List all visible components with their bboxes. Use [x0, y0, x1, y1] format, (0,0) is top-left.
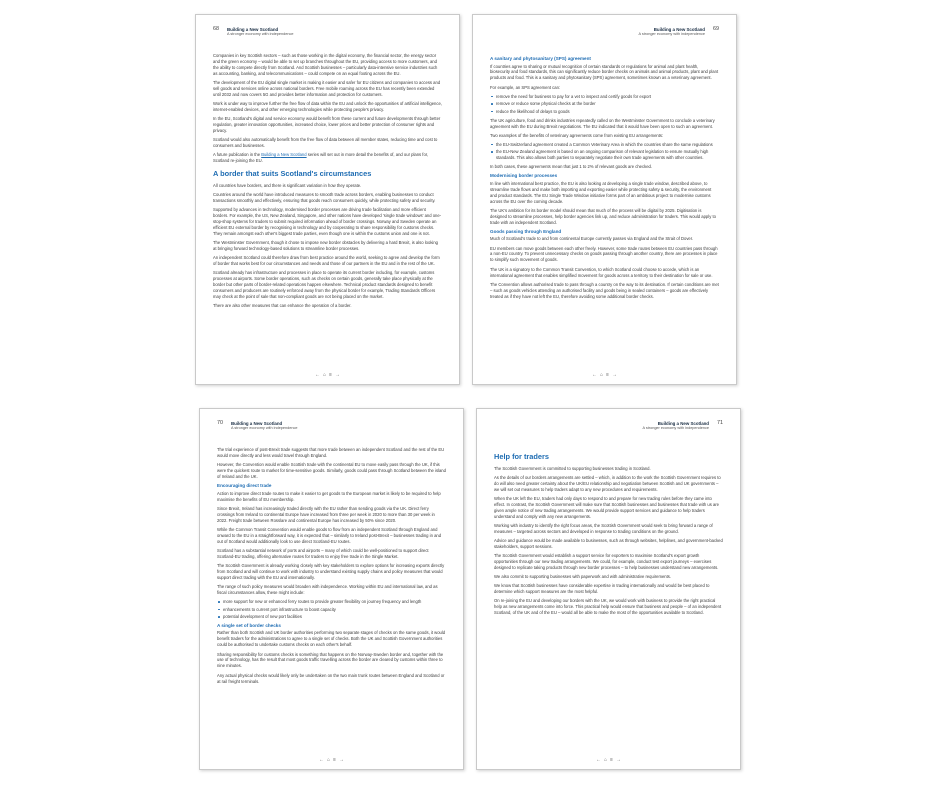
paragraph: We know that Scottish businesses have considerable expertise in trading internationally and would be best placed to determine which support measures are the most helpful. [494, 583, 710, 595]
paragraph: The Scottish Government would establish a support service for exporters to maximise Scotland's export growth opportunities through our new trading arrangements. We could, for example, conduct test export journeys – exercises designed to replicate taking products through new border processes – to help businesses understand new arrangements. [494, 552, 719, 570]
subheading: A single set of border checks [217, 622, 281, 628]
section-heading: A border that suits Scotland's circumstances [213, 169, 372, 179]
paragraph: If countries agree to sharing or mutual recognition of certain standards or regulations for animal and plant health, biosecurity and food standards, this can significantly reduce border checks on animals and animal products, plant and plant products and food. This is a sanitary and phytosanitary (SPS) agreement, sometimes known as a veterinary agreement. [490, 63, 719, 81]
paragraph: Since Brexit, Ireland has increasingly traded directly with the EU rather than sending goods via the UK. Direct ferry crossings from Ireland to continental Europe have increased from three per week in 2020 to more than 30 per week in 2022. Freight trade between Rosslare and continental Europe has increased by 50% since 2020. [217, 505, 435, 523]
page-nav [473, 373, 736, 378]
paragraph: The UK agriculture, food and drinks industries repeatedly called on the Westminster Government to conclude a veterinary agreement with the EU during Brexit negotiations. The EU indicated that it would have been open to such an agreement. [490, 117, 715, 129]
list-item: potential development of new port facilities [217, 614, 446, 620]
header-subtitle: A stronger economy with independence [642, 426, 709, 431]
paragraph: All countries have borders, and there is significant variation in how they operate. [213, 182, 362, 188]
list-item: remove or reduce some physical checks at the border [490, 101, 719, 107]
paragraph: An independent Scotland could therefore draw from best practice around the world, seeking to agree and develop the form of border that works best for our circumstances and needs and those of our partners in the EU and in the rest of the UK. [213, 254, 440, 266]
prev-page-icon[interactable]: ← [315, 372, 321, 378]
paragraph: As the details of our borders arrangements are settled – which, in addition to the work the Scottish Government requires to do will also need greater certainty about the UK/EU relationship and negotiation between Scottish and UK governments – we will set out measures to help traders adapt to any new procedures and requirements. [494, 474, 721, 492]
next-page-icon[interactable]: → [611, 372, 617, 378]
bullet-list [490, 94, 719, 115]
home-icon[interactable]: ⌂ [323, 372, 327, 378]
paragraph: The UK's ambition for its border model should mean that much of the process will be digital by 2025. Digitisation is designed to streamline processes, help border agencies link up, and reduce administration for traders. This would apply to trade with an independent Scotland. [490, 207, 716, 225]
page-nav [200, 758, 463, 763]
next-page-icon[interactable]: → [338, 757, 344, 763]
series-link[interactable]: Building a New Scotland [261, 152, 307, 158]
header-subtitle: A stronger economy with independence [231, 426, 298, 431]
paragraph: When the UK left the EU, traders had only days to respond to and prepare for new trading rules before they came into effect. In contrast, the Scottish Government will make sure that Scottish businesses and businesses that trade with us are given ample notice of new trading arrangements. We would provide support services and guidance to help traders understand and comply with any new arrangements. [494, 495, 719, 519]
page-nav [196, 373, 459, 378]
paragraph: While the Common Transit Convention would enable goods to flow from an independent Scotland through England and onward to the EU in a straightforward way, it is expected that – similarly to Ireland post-Brexit – businesses trading in and out of Scotland would additionally look to use direct Scotland-EU routes. [217, 526, 442, 544]
list-item: more support for new or enhanced ferry routes to provide greater flexibility on journey frequency and length [217, 599, 446, 605]
page-body [494, 452, 723, 616]
page-header [490, 27, 719, 53]
paragraph: There are also other measures that can enhance the operation of a border. [213, 303, 352, 309]
bottom-spread [0, 408, 940, 770]
top-spread [0, 14, 940, 385]
page-70 [199, 408, 464, 770]
menu-icon[interactable]: ≡ [606, 372, 609, 378]
home-icon[interactable]: ⌂ [327, 757, 331, 763]
paragraph: On re-joining the EU and developing our borders with the UK, we would work with business to provide the right practical help as new arrangements come into force. This practical help would ensure that business and people – of an independent Scotland, of the UK and of the EU – would all be able to make the most of the opportunities available to Scotland. [494, 598, 722, 616]
page-number: 68 [213, 26, 219, 32]
paragraph: EU members can move goods between each other freely. However, some trade routes between EU countries pass through a non-EU country. To prevent unnecessary checks on goods passing through another country, there are processes in place to simplify such movement of goods. [490, 245, 718, 263]
paragraph: Companies in key Scottish sectors – such as those working in the digital economy, the financial sector, the energy sector and the green economy – would be able to set up branches throughout the EU, providing access to more customers, and the ability to compete directly from Scotland. And Scottish businesses – particularly data-intensive service industries such as accounting, banking, and telecommunications – could compete on an equal footing across the EU. [213, 53, 438, 76]
paragraph: Much of Scotland's trade to and from continental Europe currently passes via England and the Strait of Dover. [490, 236, 694, 242]
paragraph: Any actual physical checks would likely only be undertaken on the two main trunk routes between England and Scotland or at rail freight terminals. [217, 672, 445, 684]
page-body [217, 447, 446, 684]
page-header [494, 421, 723, 447]
page-71 [476, 408, 741, 770]
paragraph: Action to improve direct trade routes to make it easier to get goods to the European market is likely to be required to help maximise the benefits of EU membership. [217, 490, 441, 502]
paragraph: In line with international best practice, the EU is also looking at developing a single trade window, described above, to streamline trade flows and make both importing and exporting easier while protecting safety & security, the environment and product standards. The EU Single Trade Window initiative forms part of an ambitious project to modernise customs across the EU over the coming decade. [490, 180, 712, 204]
paragraph: However, the Convention would enable Scottish trade with the continental EU to move easily pass through the UK, if this were the quickest route to market for time-sensitive goods. Similarly, goods could pass through Scotland between the island of Ireland and the UK. [217, 462, 446, 479]
home-icon[interactable]: ⌂ [604, 757, 608, 763]
paragraph: The Westminster Government, though it chose to impose new border obstacles by delivering a hard Brexit, is also looking at bringing forward technology-based solutions to streamline border processes. [213, 239, 438, 251]
paragraph: Sharing responsibility for customs checks is something that happens on the Norway-Sweden border and, together with the use of technology, has the result that most goods traffic travelling across the border are cleared by customs within three to nine minutes. [217, 651, 444, 669]
paragraph: The trial experience of post-Brexit trade suggests that more trade between an independent Scotland and the rest of the EU would move directly and less would travel through England. [217, 447, 445, 458]
paragraph: Scotland has a substantial network of ports and airports – many of which could be well-positioned to support direct Scotland-EU trading, offering alternative routes for traders to enjoy free trade in the Single Market. [217, 547, 429, 559]
section-heading: Help for traders [494, 452, 550, 461]
menu-icon[interactable]: ≡ [333, 757, 336, 763]
list-item: the EU-New Zealand agreement is based on an ongoing comparison of relevant legislation to ensure mutually high standards. This also allows both parties to separately negotiate their own trade agreements with other countries. [490, 149, 719, 161]
paragraph: For example, an SPS agreement can: [490, 84, 561, 90]
paragraph: The UK is a signatory to the Common Transit Convention, to which Scotland could choose to accede, which is an international agreement that enables simplified movement for goods across a territory to their destination for sale or use. [490, 266, 713, 278]
page-body [213, 53, 442, 309]
header-subtitle: A stronger economy with independence [638, 32, 705, 37]
page-header [213, 27, 442, 53]
header-title: Building a New Scotland [227, 27, 279, 32]
bullet-list [490, 142, 719, 161]
home-icon[interactable]: ⌂ [600, 372, 604, 378]
subheading: A sanitary and phytosanitary (SPS) agreement [490, 56, 591, 61]
prev-page-icon[interactable]: ← [319, 757, 325, 763]
paragraph: The Scottish Government is committed to supporting businesses trading in Scotland. [494, 465, 651, 471]
paragraph: We also commit to supporting businesses with paperwork and with administrative requirements. [494, 573, 672, 579]
paragraph: In both cases, these agreements mean that just 1 to 2% of relevant goods are checked. [490, 164, 653, 170]
header-title: Building a New Scotland [657, 421, 709, 426]
paragraph: Working with industry to identify the right focus areas, the Scottish Government would seek to bring forward a range of measures – targeted across sectors and developed in response to trading conditions on the ground. [494, 522, 713, 534]
paragraph: Advice and guidance would be made available to businesses, such as through websites, helplines, and government-backed stakeholders, support sessions. [494, 537, 723, 549]
next-page-icon[interactable]: → [615, 757, 621, 763]
paragraph: Scotland would also automatically benefit from the free flow of data between all member states, reducing time and cost to consumers and businesses. [213, 137, 438, 149]
paragraph: Two examples of the benefits of veterinary agreements come from existing EU arrangements: [490, 132, 664, 138]
page-nav [477, 758, 740, 763]
list-item: enhancements to current port infrastructure to boost capacity [217, 607, 446, 613]
page-number: 70 [217, 420, 223, 426]
paragraph: The range of such policy measures would broaden with independence. Working within EU and international law, and as fiscal circumstances allow, these might include: [217, 583, 438, 595]
paragraph: Countries around the world have introduced measures to smooth trade across borders, enabling businesses to conduct transactions smoothly and effectively, ensuring that goods reach consumers quickly, while protecting safety and security. [213, 191, 436, 203]
list-item: reduce the likelihood of delays to goods [490, 109, 719, 115]
list-item: remove the need for business to pay for a vet to inspect and certify goods for export [490, 94, 719, 100]
header-subtitle: A stronger economy with independence [227, 32, 294, 37]
paragraph: The Scottish Government is already working closely with key stakeholders to explore options for increasing exports directly from Scotland and will continue to work with industry to understand existing supply chains and policy measures that would support direct trading with the EU and internationally. [217, 562, 445, 580]
bullet-list [217, 599, 446, 620]
subheading: Modernising border processes [490, 173, 558, 179]
header-title: Building a New Scotland [231, 421, 283, 426]
subheading: Encouraging direct trade [217, 483, 272, 489]
paragraph: A future publication in the Building a New Scotland series will set out in more detail the benefits of, and our plans for, Scotland re-joining the EU. [213, 152, 429, 164]
page-69 [472, 14, 737, 385]
page-number: 69 [713, 26, 719, 32]
menu-icon[interactable]: ≡ [610, 757, 613, 763]
paragraph: Rather than both Scottish and UK border authorities performing two separate stages of checks on the same goods, it would benefit traders for the administrations to agree to a single set of checks. Both the UK and Scottish Government authorities could be authorised to undertake customs checks on each other's behalf. [217, 630, 446, 648]
prev-page-icon[interactable]: ← [592, 372, 598, 378]
next-page-icon[interactable]: → [334, 372, 340, 378]
paragraph: The development of the EU digital single market is making it easier and safer for EU citizens and companies to access and sell goods and services online across national borders. Free mobile roaming across the EU has recently been extended until 2032 and now covers 5G and provides better information and protection for customers. [213, 80, 441, 97]
paragraph: Scotland already has infrastructure and processes in place to operate its current border including, for example, customs processes at airports. Some border operations, such as checks on certain goods, generally take place physically at the border but other parts of border-related operations happen elsewhere. Technical product standards designed to benefit consumers and producers are routinely enforced away from the physical border for example, Trading Standards Officers may check at the point of sale that non-compliant goods are not being placed on the market. [213, 270, 436, 299]
subheading: Goods passing through England [490, 228, 562, 234]
paragraph: Work is under way to improve further the free flow of data within the EU and unlock the opportunities of artificial intelligence, internet-enabled devices, and other emerging technologies while protecting people's privacy. [213, 101, 442, 112]
prev-page-icon[interactable]: ← [596, 757, 602, 763]
page-header [217, 421, 446, 447]
page-68 [195, 14, 460, 385]
header-title: Building a New Scotland [653, 27, 705, 32]
list-item: the EU-Switzerland agreement created a Common Veterinary Area in which the countries share the same regulations [490, 142, 719, 148]
page-number: 71 [717, 420, 723, 426]
menu-icon[interactable]: ≡ [329, 372, 332, 378]
paragraph: The Convention allows authorised trade to pass through a country on the way to its destination. If certain conditions are met – such as goods vehicles attending an authorised facility and goods being in sealed containers – goods are effectively treated as if they have not left the EU, therefore avoiding some additional border checks. [490, 281, 719, 299]
paragraph: Supported by advances in technology, modernised border processes are driving trade facilitation and more efficient borders. For example, the US, New Zealand, Singapore, and other nations have developed 'single trade windows' and one-stop-shop systems for traders to submit required information ahead of border crossings. Norway and Sweden operate an efficient EU external border by recognising in technology and by cooperating to share responsibility for customs checks. They remain amongst each other's biggest trade parties, even though one is within the customs union and one is not. [213, 206, 442, 236]
page-body [490, 56, 719, 300]
paragraph: In the EU, Scotland's digital and service economy would benefit from these current and future developments through better regulation, greater innovation opportunities, increased choice, lower prices and better protection of consumer rights and privacy. [213, 116, 441, 134]
